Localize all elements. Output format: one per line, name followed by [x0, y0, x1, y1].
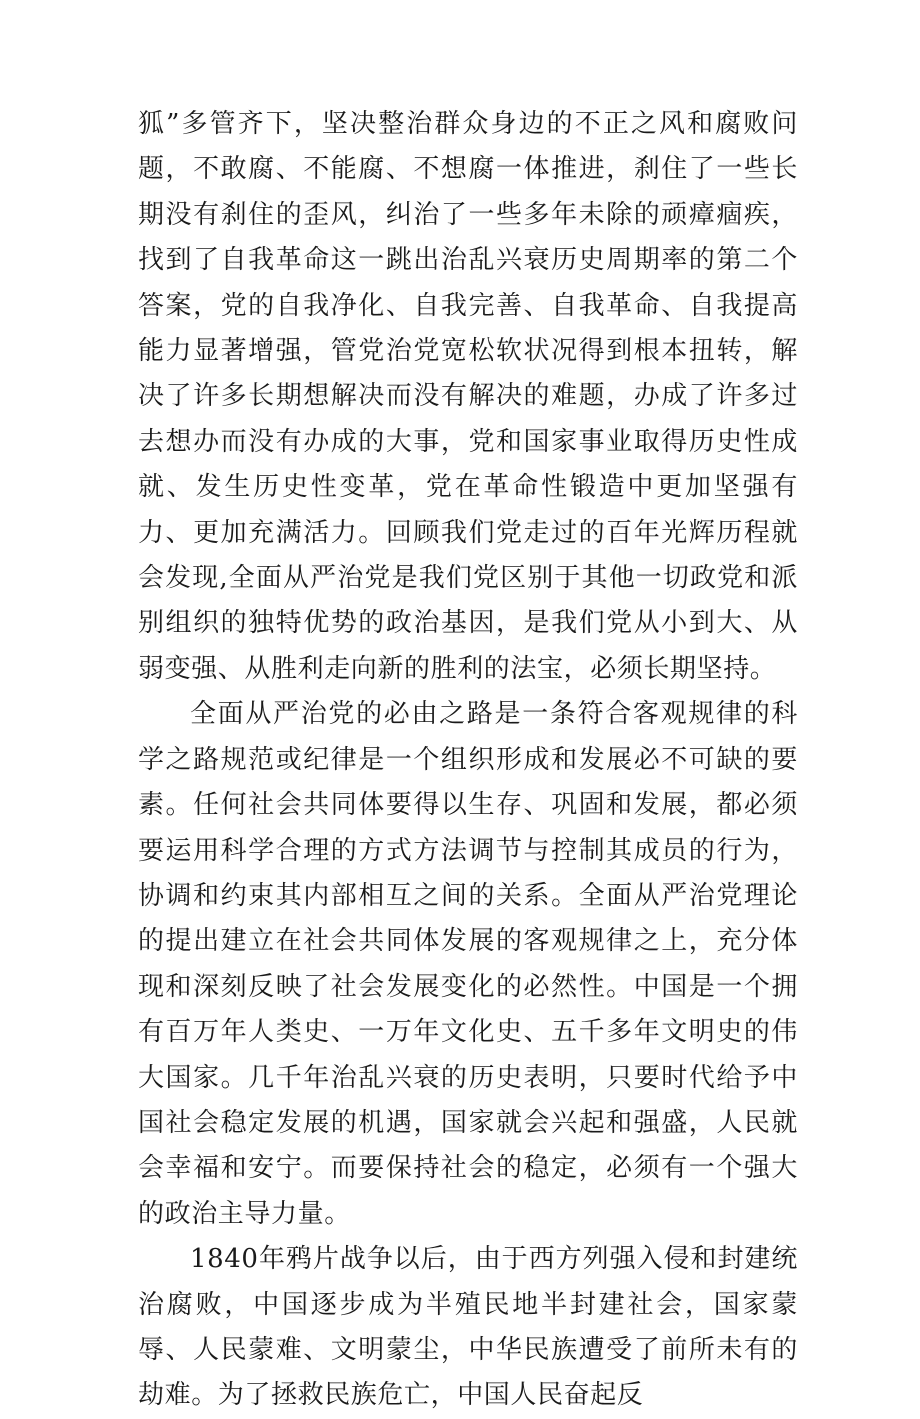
paragraph-2: 全面从严治党的必由之路是一条符合客观规律的科学之路规范或纪律是一个组织形成和发展必不可缺的要素。任何社会共同体要得以生存、巩固和发展，都必须要运用科学合理的方式方法调节与控制其成员的行为，协调和约束其内部相互之间的关系。全面从严治党理论的提出建立在社会共同体发展的客观规律之上，充分体现和深刻反映了社会发展变化的必然性。中国是一个拥有百万年人类史、一万年文化史、五千多年文明史的伟大国家。几千年治乱兴衰的历史表明，只要时代给予中国社会稳定发展的机遇，国家就会兴起和强盛，人民就会幸福和安宁。而要保持社会的稳定，必须有一个强大的政治主导力量。 — [138, 699, 798, 1229]
body-text — [138, 102, 798, 1419]
paragraph-1: 狐”多管齐下，坚决整治群众身边的不正之风和腐败问题，不敢腐、不能腐、不想腐一体推进，刹住了一些长期没有刹住的歪风，纠治了一些多年未除的顽瘴痼疾，找到了自我革命这一跳出治乱兴衰历史周期率的第二个答案，党的自我净化、自我完善、自我革命、自我提高能力显著增强，管党治党宽松软状况得到根本扭转，解决了许多长期想解决而没有解决的难题，办成了许多过去想办而没有办成的大事，党和国家事业取得历史性成就、发生历史性变革，党在革命性锻造中更加坚强有力、更加充满活力。回顾我们党走过的百年光辉历程就会发现,全面从严治党是我们党区别于其他一切政党和派别组织的独特优势的政治基因，是我们党从小到大、从弱变强、从胜利走向新的胜利的法宝，必须长期坚持。 — [138, 109, 798, 684]
paragraph-3: 1840年鸦片战争以后，由于西方列强入侵和封建统治腐败，中国逐步成为半殖民地半封建社会，国家蒙辱、人民蒙难、文明蒙尘，中华民族遭受了前所未有的劫难。为了拯救民族危亡，中国人民奋起反 — [138, 1244, 798, 1411]
